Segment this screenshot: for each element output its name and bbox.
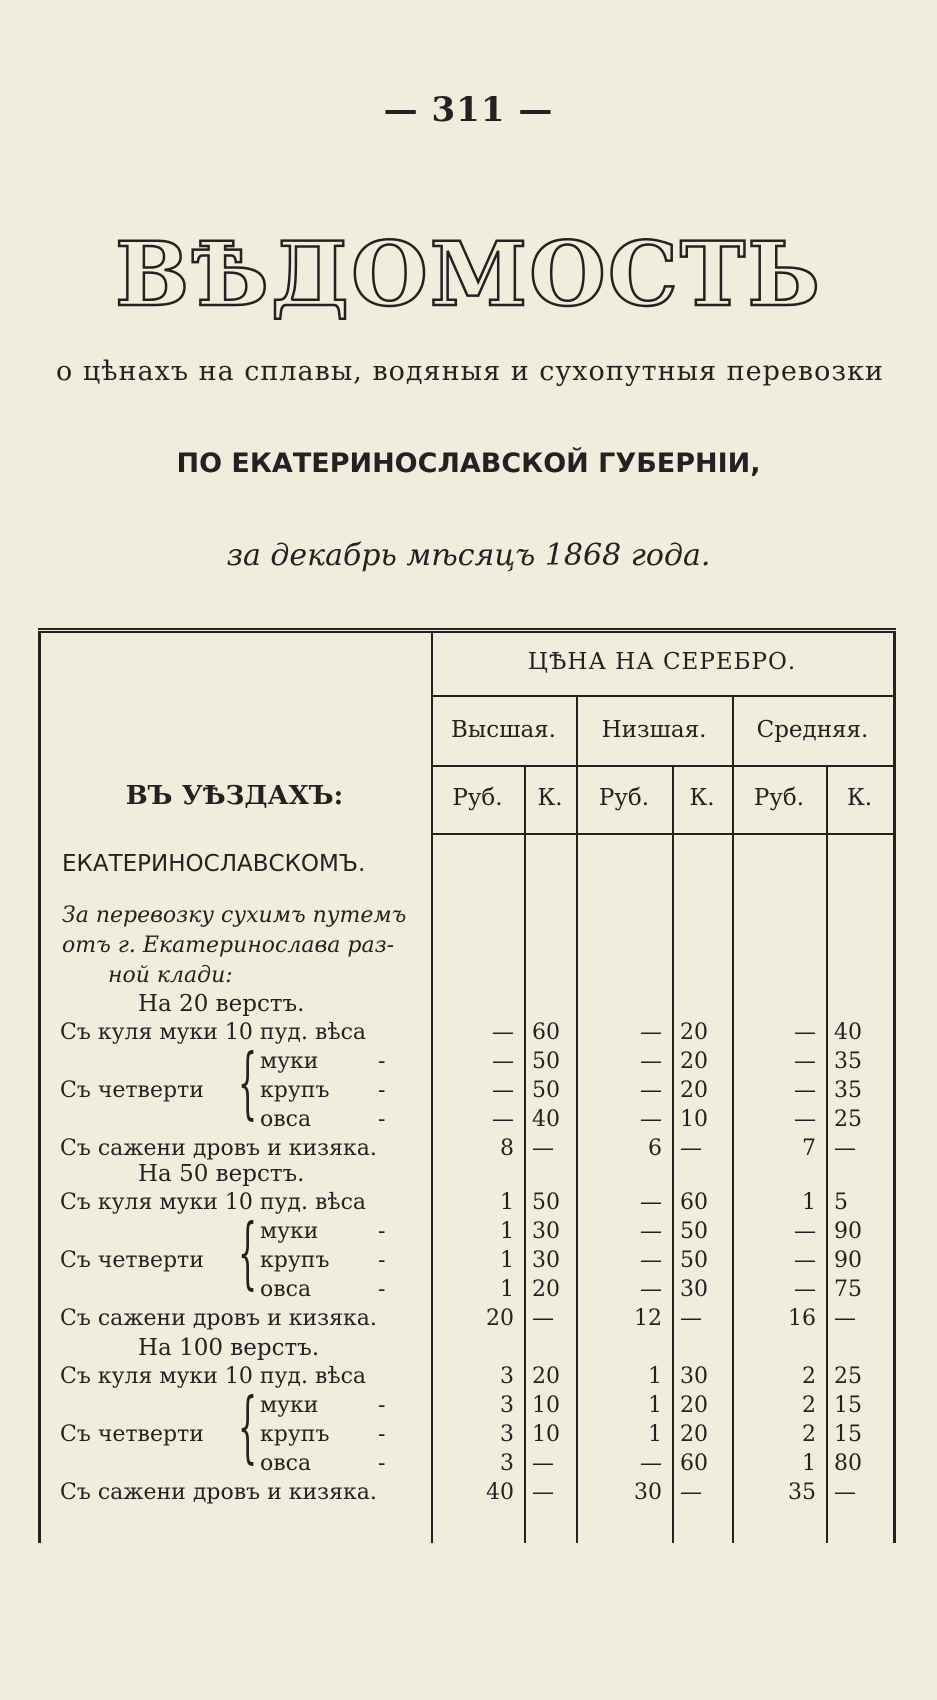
kop-value-2: 90 (834, 1219, 862, 1244)
kop-value-0: — (532, 1451, 554, 1476)
rub-value-2: 35 (788, 1480, 816, 1505)
kop-value-2: 25 (834, 1107, 862, 1132)
rub-value-2: 16 (788, 1306, 816, 1331)
header-kop-mid: К. (846, 785, 873, 811)
row-label: Съ сажени дровъ и кизяка. (60, 1480, 377, 1505)
kop-value-0: 20 (532, 1277, 560, 1302)
rub-value-1: — (640, 1219, 662, 1244)
quarter-label: Съ четверти (60, 1248, 204, 1273)
kop-value-1: 20 (680, 1078, 708, 1103)
rub-value-1: 12 (634, 1306, 662, 1331)
table-divider-main (431, 633, 433, 1543)
kop-value-2: 40 (834, 1020, 862, 1045)
page-number: — 311 — (383, 90, 554, 130)
rub-value-2: 1 (802, 1451, 816, 1476)
kop-value-0: — (532, 1480, 554, 1505)
row-sublabel: крупъ (260, 1422, 330, 1447)
row-dash: - (378, 1277, 386, 1302)
kop-value-0: 10 (532, 1422, 560, 1447)
rub-value-1: 6 (648, 1136, 662, 1161)
rub-value-2: 7 (802, 1136, 816, 1161)
rub-value-0: 20 (486, 1306, 514, 1331)
kop-value-1: 60 (680, 1190, 708, 1215)
kop-value-1: 20 (680, 1422, 708, 1447)
kop-value-1: 30 (680, 1277, 708, 1302)
row-sublabel: овса (260, 1451, 312, 1476)
rub-value-1: — (640, 1107, 662, 1132)
kop-value-2: — (834, 1480, 856, 1505)
note-line-2: отъ г. Екатеринослава раз- (62, 933, 395, 958)
kop-value-1: 60 (680, 1451, 708, 1476)
row-label: Съ куля муки 10 пуд. вѣса (60, 1190, 367, 1215)
table-border-right (893, 633, 896, 1543)
kop-value-2: — (834, 1306, 856, 1331)
district-name: ЕКАТЕРИНОСЛАВСКОМЪ. (62, 851, 366, 877)
header-kop-high: К. (537, 785, 563, 811)
header-kop-low: К. (689, 785, 715, 811)
row-sublabel: овса (260, 1277, 312, 1302)
kop-value-0: — (532, 1136, 554, 1161)
group-divider-2 (732, 695, 734, 1543)
row-sublabel: крупъ (260, 1078, 330, 1103)
kop-value-1: 50 (680, 1219, 708, 1244)
kop-value-2: — (834, 1136, 856, 1161)
rub-value-1: 1 (648, 1364, 662, 1389)
rub-value-0: 40 (486, 1480, 514, 1505)
rub-value-0: 3 (500, 1393, 514, 1418)
kop-value-0: 50 (532, 1190, 560, 1215)
rub-value-1: 1 (648, 1422, 662, 1447)
section-heading: На 100 верстъ. (138, 1335, 320, 1361)
kop-value-2: 15 (834, 1422, 862, 1447)
row-label: Съ сажени дровъ и кизяка. (60, 1136, 377, 1161)
row-label: Съ куля муки 10 пуд. вѣса (60, 1364, 367, 1389)
kop-value-1: — (680, 1136, 702, 1161)
rub-value-1: — (640, 1190, 662, 1215)
header-mid: Средняя. (756, 717, 869, 743)
rub-value-1: 1 (648, 1393, 662, 1418)
rub-value-0: 3 (500, 1364, 514, 1389)
quarter-brace: { (238, 1039, 258, 1131)
kop-value-0: 60 (532, 1020, 560, 1045)
kop-value-1: 10 (680, 1107, 708, 1132)
table-border-left (38, 633, 41, 1543)
row-sublabel: муки (260, 1393, 319, 1418)
row-sublabel: муки (260, 1219, 319, 1244)
document-title: ВѢДОМОСТЬ (115, 222, 822, 326)
quarter-label: Съ четверти (60, 1422, 204, 1447)
row-sublabel: муки (260, 1049, 319, 1074)
header-rule-1 (431, 695, 893, 697)
kop-value-0: 30 (532, 1219, 560, 1244)
rub-value-2: — (794, 1107, 816, 1132)
quarter-label: Съ четверти (60, 1078, 204, 1103)
rub-value-2: — (794, 1020, 816, 1045)
quarter-brace: { (238, 1383, 258, 1475)
rub-value-0: 1 (500, 1277, 514, 1302)
rub-value-1: — (640, 1277, 662, 1302)
kop-value-2: 75 (834, 1277, 862, 1302)
kop-value-2: 35 (834, 1049, 862, 1074)
rub-value-1: — (640, 1451, 662, 1476)
rub-value-2: — (794, 1248, 816, 1273)
rub-value-1: — (640, 1248, 662, 1273)
kop-value-0: 30 (532, 1248, 560, 1273)
kop-value-0: 50 (532, 1049, 560, 1074)
rub-value-2: — (794, 1277, 816, 1302)
kop-value-0: 20 (532, 1364, 560, 1389)
kop-value-0: — (532, 1306, 554, 1331)
rub-value-0: 1 (500, 1190, 514, 1215)
row-sublabel: овса (260, 1107, 312, 1132)
row-dash: - (378, 1393, 386, 1418)
kop-value-2: 5 (834, 1190, 848, 1215)
note-line-3: ной клади: (108, 963, 233, 988)
kop-divider-3 (826, 765, 828, 1543)
row-label: Съ сажени дровъ и кизяка. (60, 1306, 377, 1331)
row-dash: - (378, 1078, 386, 1103)
section-heading: На 50 верстъ. (138, 1161, 305, 1187)
period-line: за декабрь мѣсяцъ 1868 года. (226, 538, 711, 573)
row-dash: - (378, 1248, 386, 1273)
kop-value-0: 40 (532, 1107, 560, 1132)
kop-divider-1 (524, 765, 526, 1543)
header-rub-low: Руб. (598, 785, 650, 811)
header-rub-mid: Руб. (753, 785, 805, 811)
kop-value-0: 10 (532, 1393, 560, 1418)
rub-value-0: 1 (500, 1219, 514, 1244)
region-line: ПО ЕКАТЕРИНОСЛАВСКОЙ ГУБЕРНІИ, (176, 448, 761, 479)
rub-value-0: 3 (500, 1451, 514, 1476)
rub-value-2: — (794, 1219, 816, 1244)
kop-value-1: — (680, 1306, 702, 1331)
section-heading: На 20 верстъ. (138, 991, 305, 1017)
rub-value-1: — (640, 1020, 662, 1045)
header-main: ЦѢНА НА СЕРЕБРО. (527, 649, 797, 675)
header-low: Низшая. (601, 717, 707, 743)
rub-value-1: 30 (634, 1480, 662, 1505)
row-dash: - (378, 1451, 386, 1476)
rub-value-0: — (492, 1078, 514, 1103)
kop-value-2: 80 (834, 1451, 862, 1476)
rub-value-0: — (492, 1049, 514, 1074)
header-high: Высшая. (450, 717, 556, 743)
kop-value-1: 20 (680, 1393, 708, 1418)
kop-value-0: 50 (532, 1078, 560, 1103)
header-rub-high: Руб. (452, 785, 503, 811)
header-rule-2 (431, 765, 893, 767)
header-rule-3 (431, 833, 893, 835)
note-line-1: За перевозку сухимъ путемъ (62, 903, 407, 928)
row-dash: - (378, 1049, 386, 1074)
kop-value-2: 25 (834, 1364, 862, 1389)
rub-value-0: — (492, 1107, 514, 1132)
rub-value-2: 2 (802, 1422, 816, 1447)
row-dash: - (378, 1422, 386, 1447)
rub-value-2: 2 (802, 1393, 816, 1418)
rub-value-1: — (640, 1078, 662, 1103)
document-subtitle: о цѣнахъ на сплавы, водяныя и сухопутныя перевозки (56, 356, 884, 387)
kop-value-1: 20 (680, 1020, 708, 1045)
kop-value-2: 35 (834, 1078, 862, 1103)
kop-value-2: 90 (834, 1248, 862, 1273)
row-label: Съ куля муки 10 пуд. вѣса (60, 1020, 367, 1045)
rub-value-2: — (794, 1049, 816, 1074)
rub-value-1: — (640, 1049, 662, 1074)
kop-value-2: 15 (834, 1393, 862, 1418)
kop-value-1: — (680, 1480, 702, 1505)
rub-value-0: 8 (500, 1136, 514, 1161)
kop-value-1: 50 (680, 1248, 708, 1273)
rub-value-0: 1 (500, 1248, 514, 1273)
row-dash: - (378, 1219, 386, 1244)
price-table (38, 628, 896, 1543)
kop-value-1: 20 (680, 1049, 708, 1074)
rub-value-2: 2 (802, 1364, 816, 1389)
rub-value-2: — (794, 1078, 816, 1103)
quarter-brace: { (238, 1209, 258, 1301)
kop-divider-2 (672, 765, 674, 1543)
row-dash: - (378, 1107, 386, 1132)
row-sublabel: крупъ (260, 1248, 330, 1273)
rub-value-2: 1 (802, 1190, 816, 1215)
rub-value-0: 3 (500, 1422, 514, 1447)
kop-value-1: 30 (680, 1364, 708, 1389)
rub-value-0: — (492, 1020, 514, 1045)
left-header: ВЪ УѢЗДАХЪ: (125, 781, 344, 811)
